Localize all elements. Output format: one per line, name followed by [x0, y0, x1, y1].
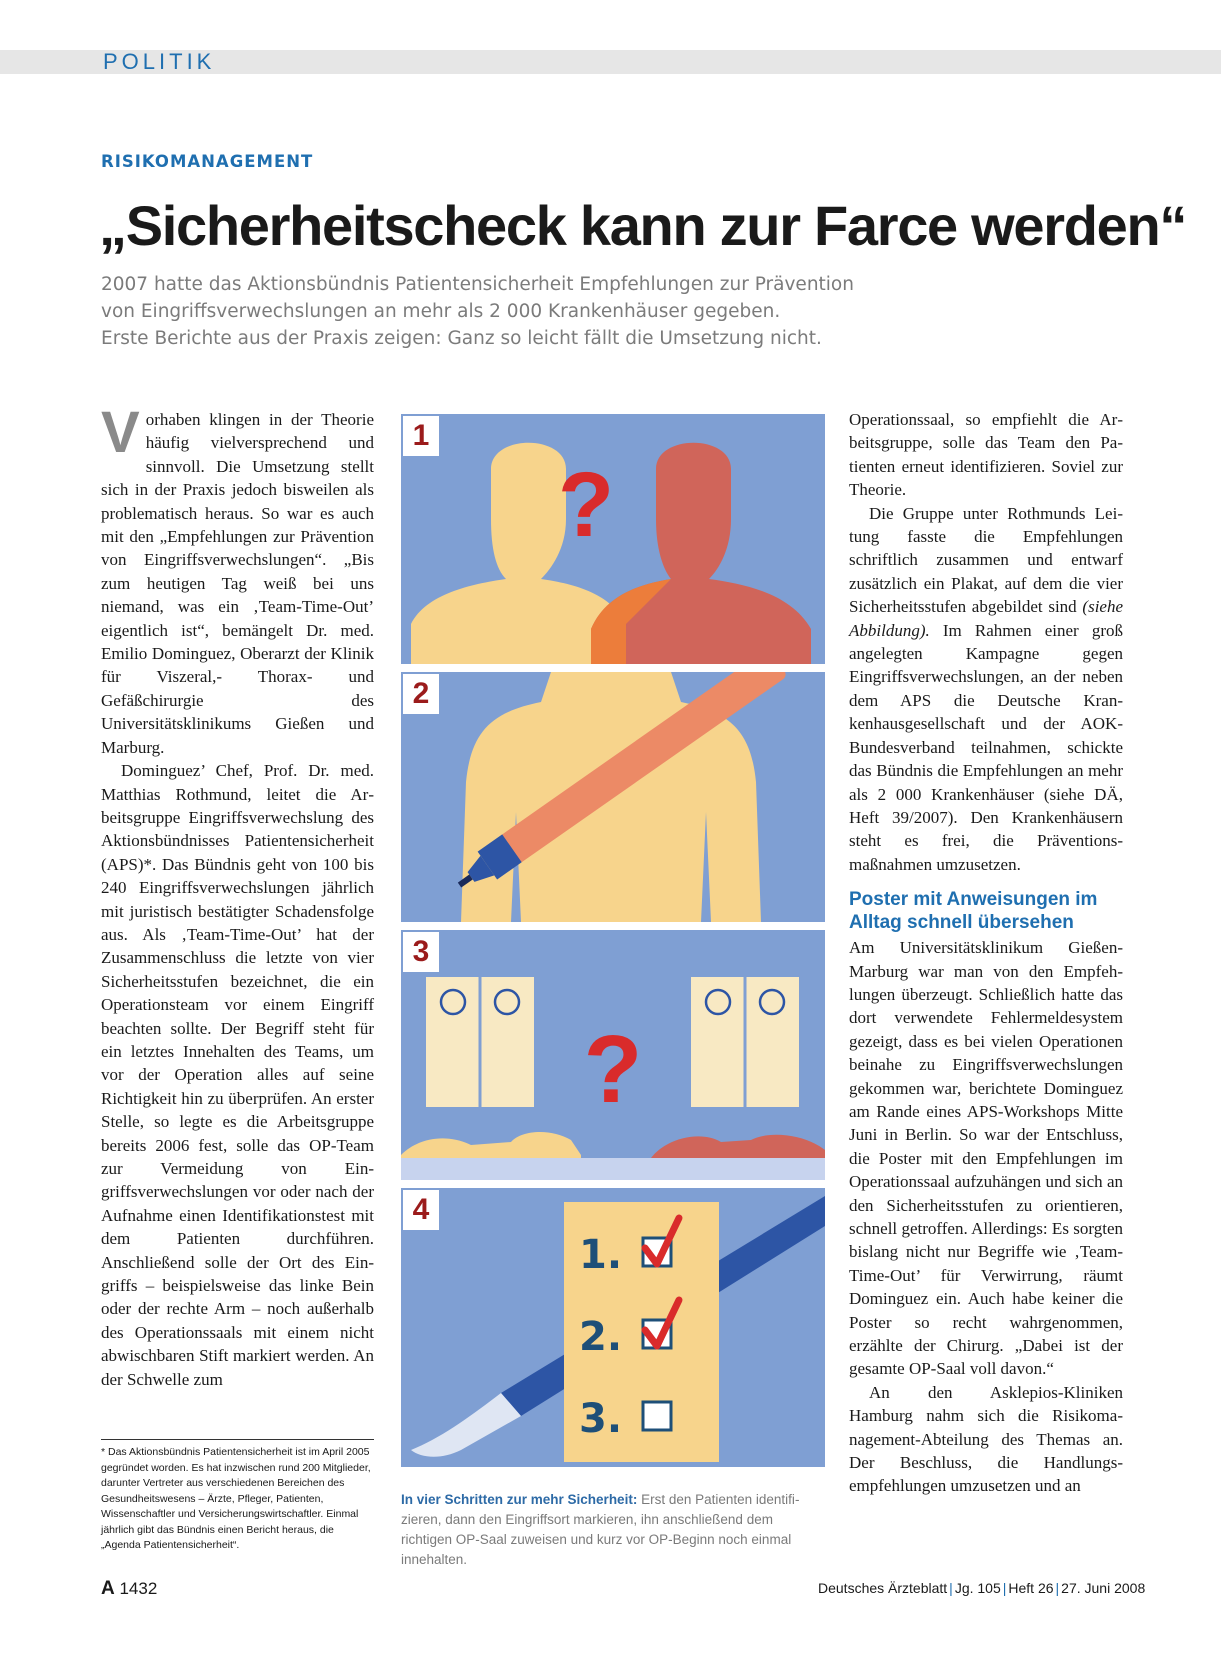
caption-text: Erst den Patienten identifizieren, dann den Eingriffsort markieren, ihn anschließend dem richtigen OP-Saal zuweisen und kurz vor OP-Beginn noch einmal innehalten.	[401, 1492, 800, 1567]
door-right-icon	[691, 977, 799, 1107]
subheading: Poster mit Anweisungen im Alltag schnell übersehen	[849, 889, 1098, 934]
publication-info: Deutsches Ärzteblatt | Jg. 105 | Heft 26 | 27. Juni 2008	[818, 1580, 1146, 1596]
paragraph-text: Im Rahmen einer groß angelegten Kampagne gegen Eingriffsverwechslungen, an der neben dem APS die Deutsche Krankenhausgesellschaft und der AOK-Bundesverband teilnahmen, schickte das Bündnis die Empfehlungen an mehr als 2 000 Krankenhäuser (siehe DÄ, Heft 39/2007). Den Krankenhäusern steht es frei, die Präventionsmaßnahmen umzusetzen.	[849, 620, 1123, 874]
issue-date: 27. Juni 2008	[1061, 1580, 1146, 1596]
panel-4	[401, 1188, 825, 1467]
bed-sheet	[401, 1158, 825, 1180]
door-left-icon	[426, 977, 534, 1107]
drop-cap: V	[101, 400, 140, 465]
correct-room-illustration	[401, 930, 825, 1180]
article-column-3	[849, 408, 1123, 1498]
paragraph-text: Die Gruppe unter Rothmunds Leitung fasste die Empfehlungen schriftlich zusammen und entwarf zusätzlich ein Plakat, auf dem die vier Sicherheitsstufen abgebildet sind	[849, 503, 1123, 617]
team-time-out-illustration	[401, 1188, 825, 1467]
page-number-value: 1432	[119, 1579, 158, 1598]
panel-2	[401, 672, 825, 922]
step-number-1: 1	[403, 416, 439, 456]
paragraph: Operationssaal, so empfiehlt die Arbeitsgruppe, solle das Team den Patienten erneut identifizieren. Soviel zur Theorie.	[849, 410, 1123, 500]
panel-1	[401, 414, 825, 664]
article-column-1	[101, 400, 374, 1391]
question-mark: ?	[583, 1016, 643, 1123]
panel-3	[401, 930, 825, 1180]
question-mark: ?	[557, 454, 615, 556]
paragraph: Am Universitätsklinikum Gießen-Marburg war man von den Empfehlungen überzeugt. Schließlich hatte das dort verwendete Fehlermeldesystem gezeigt, dass es bei vielen Operationen beinahe zu Eingriffsverwechslungen gekommen war, berichtete Dominguez am Rande eines APS-Workshops Mitte Juni in Berlin. So war der Entschluss, die Poster mit den Empfehlungen im Operationssaal aufzuhängen und sich an den Sicherheitsstufen zu orientieren, schnell getroffen. Allerdings: Es sorgten bislang nicht nur Begriffe wie ‚Team-Time-Out’ für Verwirrung, räumt Dominguez ein. Auch habe keiner die Poster so recht wahrgenommen, erzählte der Chirurg. „Dabei ist der gesamte OP-Saal voll davon.“	[849, 938, 1123, 1379]
footnote: * Das Aktionsbündnis Patientensicherheit ist im April 2005 gegründet worden. Es hat inzwischen rund 200 Mitglieder, darunter Vertreter aus verschiedenen Bereichen des Gesundheitswesens – Ärzte, Pfleger, Patienten, Wissenschaftler und Versicherungswirtschaftler. Einmal jährlich gibt das Bündnis einen Bericht heraus, die „Agenda Patientensicherheit“.	[101, 1439, 374, 1554]
checklist-number: 2.	[579, 1314, 623, 1360]
figure-caption	[401, 1490, 825, 1570]
section-label: POLITIK	[103, 49, 216, 74]
lede-line: Erste Berichte aus der Praxis zeigen: Ganz so leicht fällt die Umsetzung nicht.	[101, 328, 822, 349]
paragraph: Dominguez’ Chef, Prof. Dr. med. Matthias Rothmund, leitet die Arbeitsgruppe Eingriffsverwechslung des Aktionsbündnisses Patientensicherheit (APS)*. Das Bündnis geht von 100 bis 240 Eingriffsverwechslungen jährlich mit juristisch bestätigter Schadensfolge aus. Als ‚Team-Time-Out’ hat der Zusammenschluss die letzte von vier Sicherheitsstufen bezeichnet, die ein Operationsteam vor einem Eingriff beachten sollte. Der Begriff steht für ein letztes Innehalten des Teams, um vor der Operation alles auf seine Richtigkeit hin zu überprüfen. An erster Stelle, so legte es die Arbeitsgruppe bereits 2006 fest, solle das OP-Team zur Vermeidung von Eingriffsverwechslungen vor oder nach der Aufnahme einen Identifikationstest mit dem Patienten durchführen. Anschließend solle der Ort des Eingriffs – beispielsweise das linke Bein oder der rechte Arm – noch außerhalb des Operationssaals mit einem nicht abwischbaren Stift markiert werden. An der Schwelle zum	[101, 761, 374, 1389]
page-number	[101, 1578, 157, 1600]
journal-issue: Heft 26	[1008, 1580, 1054, 1596]
step-number-4: 4	[403, 1190, 439, 1230]
mark-site-illustration	[401, 672, 825, 922]
article-headline: „Sicherheitscheck kann zur Farce werden“	[99, 194, 1187, 257]
journal-name: Deutsches Ärzteblatt	[818, 1580, 948, 1596]
paragraph	[849, 502, 1123, 877]
figure-reference: (siehe Abbildung).	[849, 597, 1124, 640]
checkbox	[643, 1402, 671, 1430]
step-number-3: 3	[403, 932, 439, 972]
checklist-number: 3.	[579, 1396, 623, 1442]
paragraph	[101, 400, 374, 759]
patient-identification-illustration	[401, 414, 825, 664]
checklist-number: 1.	[579, 1232, 623, 1278]
paragraph: An den Asklepios-Kliniken Hamburg nahm sich die Risikomanagement-Abteilung des Themas an. Der Beschluss, die Handlungsempfehlungen umzusetzen und an	[849, 1382, 1123, 1496]
journal-volume: Jg. 105	[954, 1580, 1001, 1596]
caption-title: In vier Schritten zur mehr Sicherheit:	[401, 1492, 638, 1507]
paragraph-text: orhaben klingen in der Theorie häufig vielversprechend und sinnvoll. Die Umsetzung stellt sich in der Praxis jedoch bisweilen als problematisch heraus. So war es auch mit den „Empfehlungen zur Prävention von Eingriffsverwechslungen“. „Bis zum heutigen Tag weiß bei uns niemand, was ein ‚Team-Time-Out’ eigentlich ist“, bemängelt Dr. med. Emilio Dominguez, Oberarzt der Klinik für Viszeral,- Thorax- und Gefäßchirurgie des Universitätsklinikums Gießen und Marburg.	[101, 410, 374, 757]
page-letter: A	[101, 1578, 115, 1599]
article-kicker: RISIKOMANAGEMENT	[101, 152, 314, 171]
step-number-2: 2	[403, 674, 439, 714]
lede-line: von Eingriffsverwechslungen an mehr als 2 000 Krankenhäuser gegeben.	[101, 301, 781, 322]
article-lede	[101, 271, 981, 352]
safety-steps-illustration	[401, 414, 825, 1467]
lede-line: 2007 hatte das Aktionsbündnis Patientensicherheit Empfehlungen zur Prävention	[101, 274, 854, 295]
